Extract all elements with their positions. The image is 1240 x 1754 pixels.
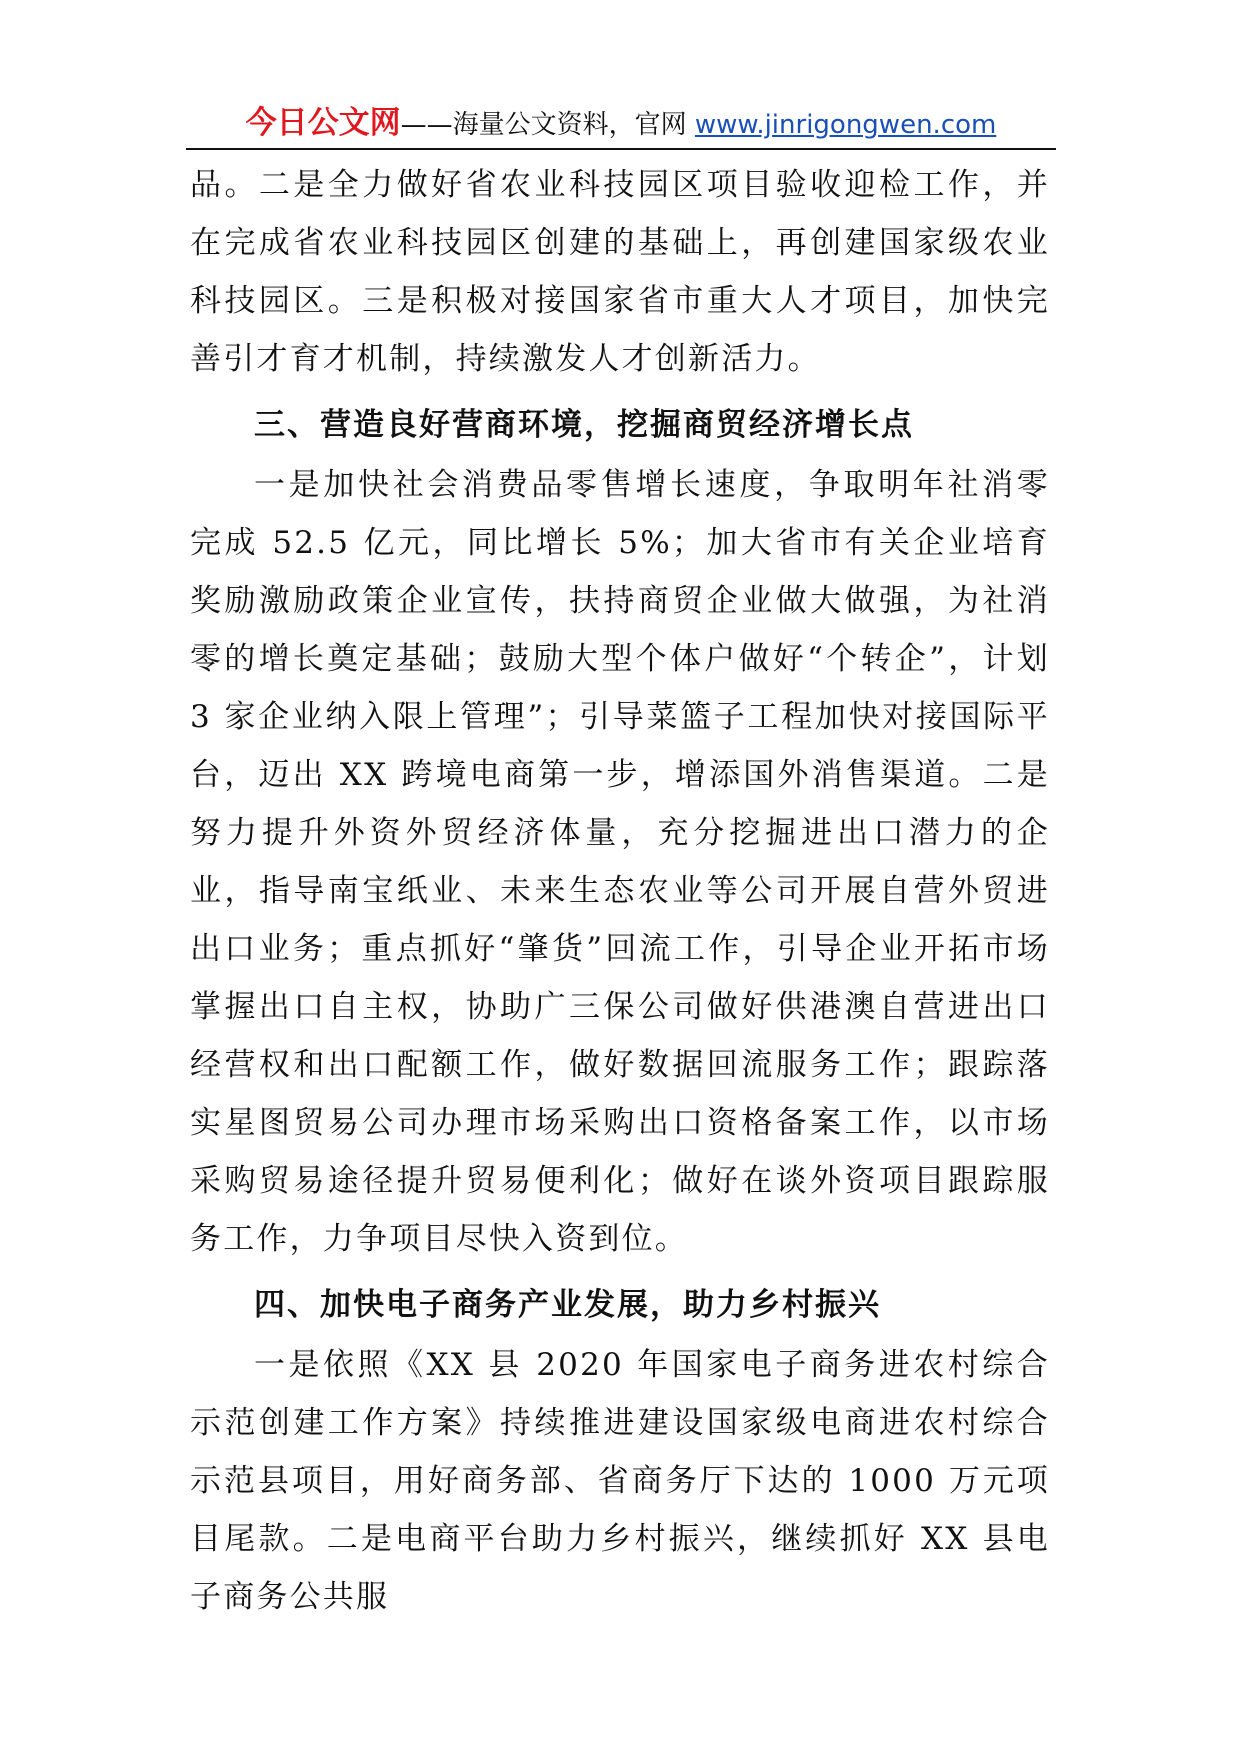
header-tagline: ——海量公文资料，官网 [400,110,695,140]
document-body [190,156,1050,1626]
header-divider [186,148,1056,150]
paragraph-ecommerce: 一是依照《XX 县 2020 年国家电子商务进农村综合示范创建工作方案》持续推进建设国家级电商进农村综合示范县项目，用好商务部、省商务厅下达的 1000 万元项目尾款。二是电商平台助力乡村振兴，继续抓好 XX 县电子商务公共服 [190,1347,1050,1615]
paragraph-business-environment: 一是加快社会消费品零售增长速度，争取明年社消零完成 52.5 亿元，同比增长 5%；加大省市有关企业培育奖励激励政策企业宣传，扶持商贸企业做大做强，为社消零的增长奠定基础；鼓励大型个体户做好“个转企”，计划 3 家企业纳入限上管理”；引导菜篮子工程加快对接国际平台，迈出 XX 跨境电商第一步，增添国外消售渠道。二是努力提升外资外贸经济体量，充分挖掘进出口潜力的企业，指导南宝纸业、未来生态农业等公司开展自营外贸进出口业务；重点抓好“肇货”回流工作，引导企业开拓市场掌握出口自主权，协助广三保公司做好供港澳自营进出口经营权和出口配额工作，做好数据回流服务工作；跟踪落实星图贸易公司办理市场采购出口资格备案工作，以市场采购贸易途径提升贸易便利化；做好在谈外资项目跟踪服务工作，力争项目尽快入资到位。 [190,467,1050,1257]
section-heading-four: 四、加快电子商务产业发展，助力乡村振兴 [254,1287,881,1323]
section-heading-three: 三、营造良好营商环境，挖掘商贸经济增长点 [254,407,914,443]
brand-name: 今日公文网 [245,105,401,141]
page-header [186,100,1056,146]
website-link[interactable]: www.jinrigongwen.com [694,110,997,140]
paragraph-continuation: 品。二是全力做好省农业科技园区项目验收迎检工作，并在完成省农业科技园区创建的基础上，再创建国家级农业科技园区。三是积极对接国家省市重大人才项目，加快完善引才育才机制，持续激发人才创新活力。 [190,167,1050,377]
